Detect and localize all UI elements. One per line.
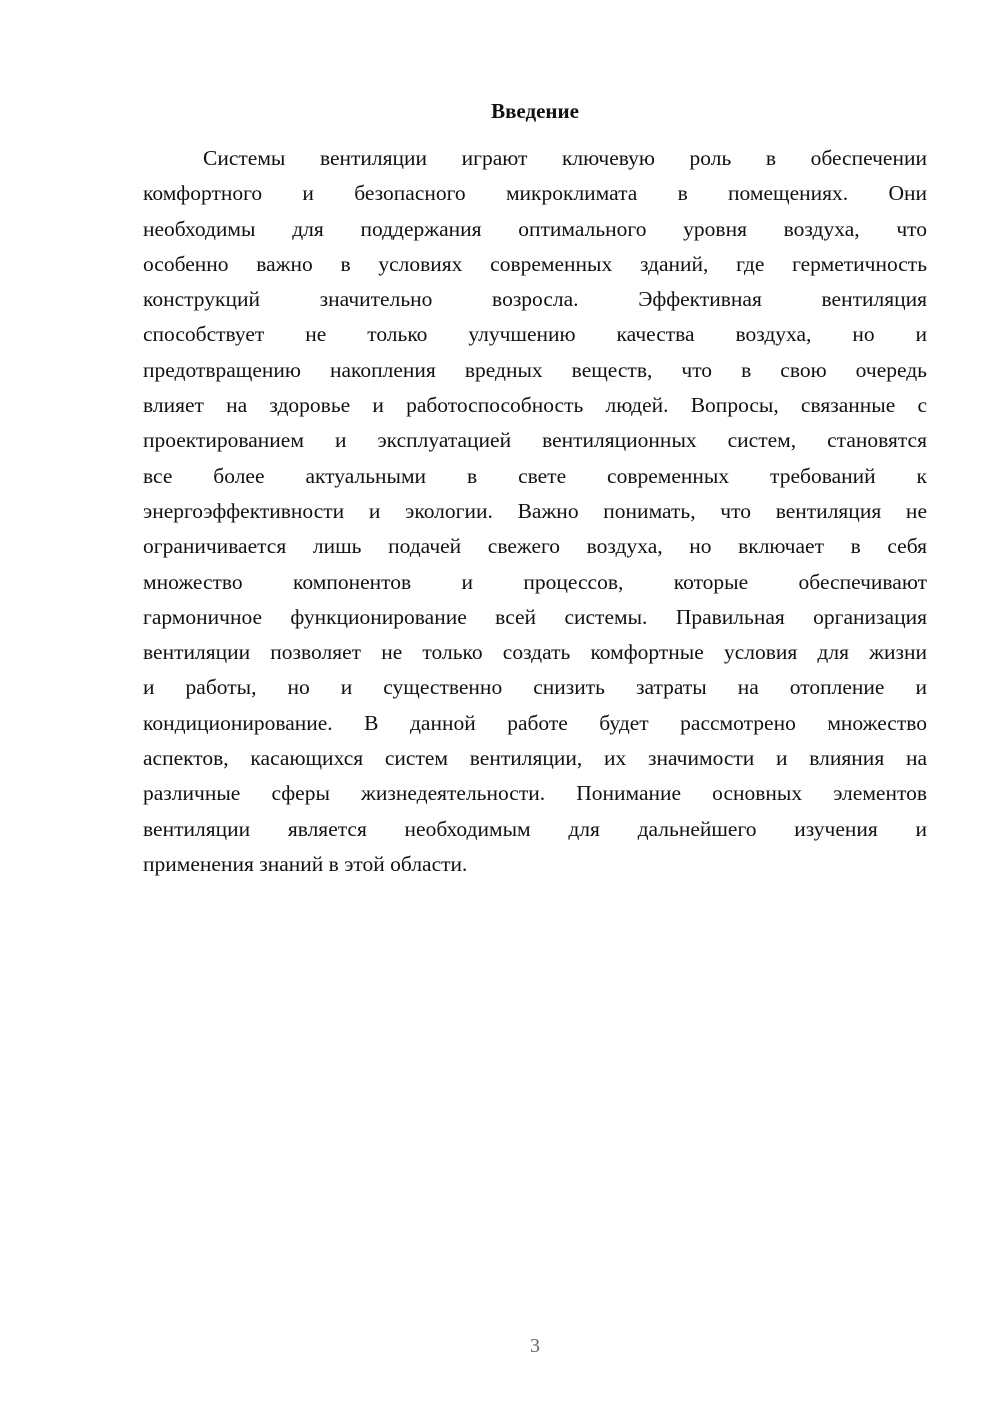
paragraph-line: способствует не только улучшению качества воздуха, но и [143, 322, 927, 347]
paragraph-line: кондиционирование. В данной работе будет рассмотрено множество [143, 710, 927, 735]
paragraph-line: влияет на здоровье и работоспособность людей. Вопросы, связанные с [143, 393, 927, 418]
paragraph-line: комфортного и безопасного микроклимата в помещениях. Они [143, 181, 927, 206]
paragraph-line: конструкций значительно возросла. Эффективная вентиляция [143, 287, 927, 312]
paragraph-line: ограничивается лишь подачей свежего воздуха, но включает в себя [143, 534, 927, 559]
paragraph-line: аспектов, касающихся систем вентиляции, их значимости и влияния на [143, 746, 927, 771]
paragraph-line: энергоэффективности и экологии. Важно понимать, что вентиляция не [143, 498, 927, 523]
section-heading: Введение [491, 99, 579, 123]
paragraph-line: множество компонентов и процессов, которые обеспечивают [143, 569, 927, 594]
paragraph-line: проектированием и эксплуатацией вентиляционных систем, становятся [143, 428, 927, 453]
paragraph-line: особенно важно в условиях современных зданий, где герметичность [143, 251, 927, 276]
paragraph-line: различные сферы жизнедеятельности. Понимание основных элементов [143, 781, 927, 806]
paragraph-line: применения знаний в этой области. [143, 851, 468, 876]
paragraph-line: вентиляции позволяет не только создать комфортные условия для жизни [143, 640, 927, 665]
paragraph-line: необходимы для поддержания оптимального уровня воздуха, что [143, 216, 927, 241]
paragraph-line: гармоничное функционирование всей системы. Правильная организация [143, 604, 927, 629]
page-number: 3 [530, 1335, 540, 1357]
body-paragraph [143, 141, 927, 882]
paragraph-line: все более актуальными в свете современных требований к [143, 463, 927, 488]
paragraph-line: вентиляции является необходимым для дальнейшего изучения и [143, 816, 927, 841]
paragraph-line: и работы, но и существенно снизить затраты на отопление и [143, 675, 927, 700]
paragraph-line: Системы вентиляции играют ключевую роль в обеспечении [203, 146, 927, 170]
paragraph-line: предотвращению накопления вредных веществ, что в свою очередь [143, 357, 927, 382]
